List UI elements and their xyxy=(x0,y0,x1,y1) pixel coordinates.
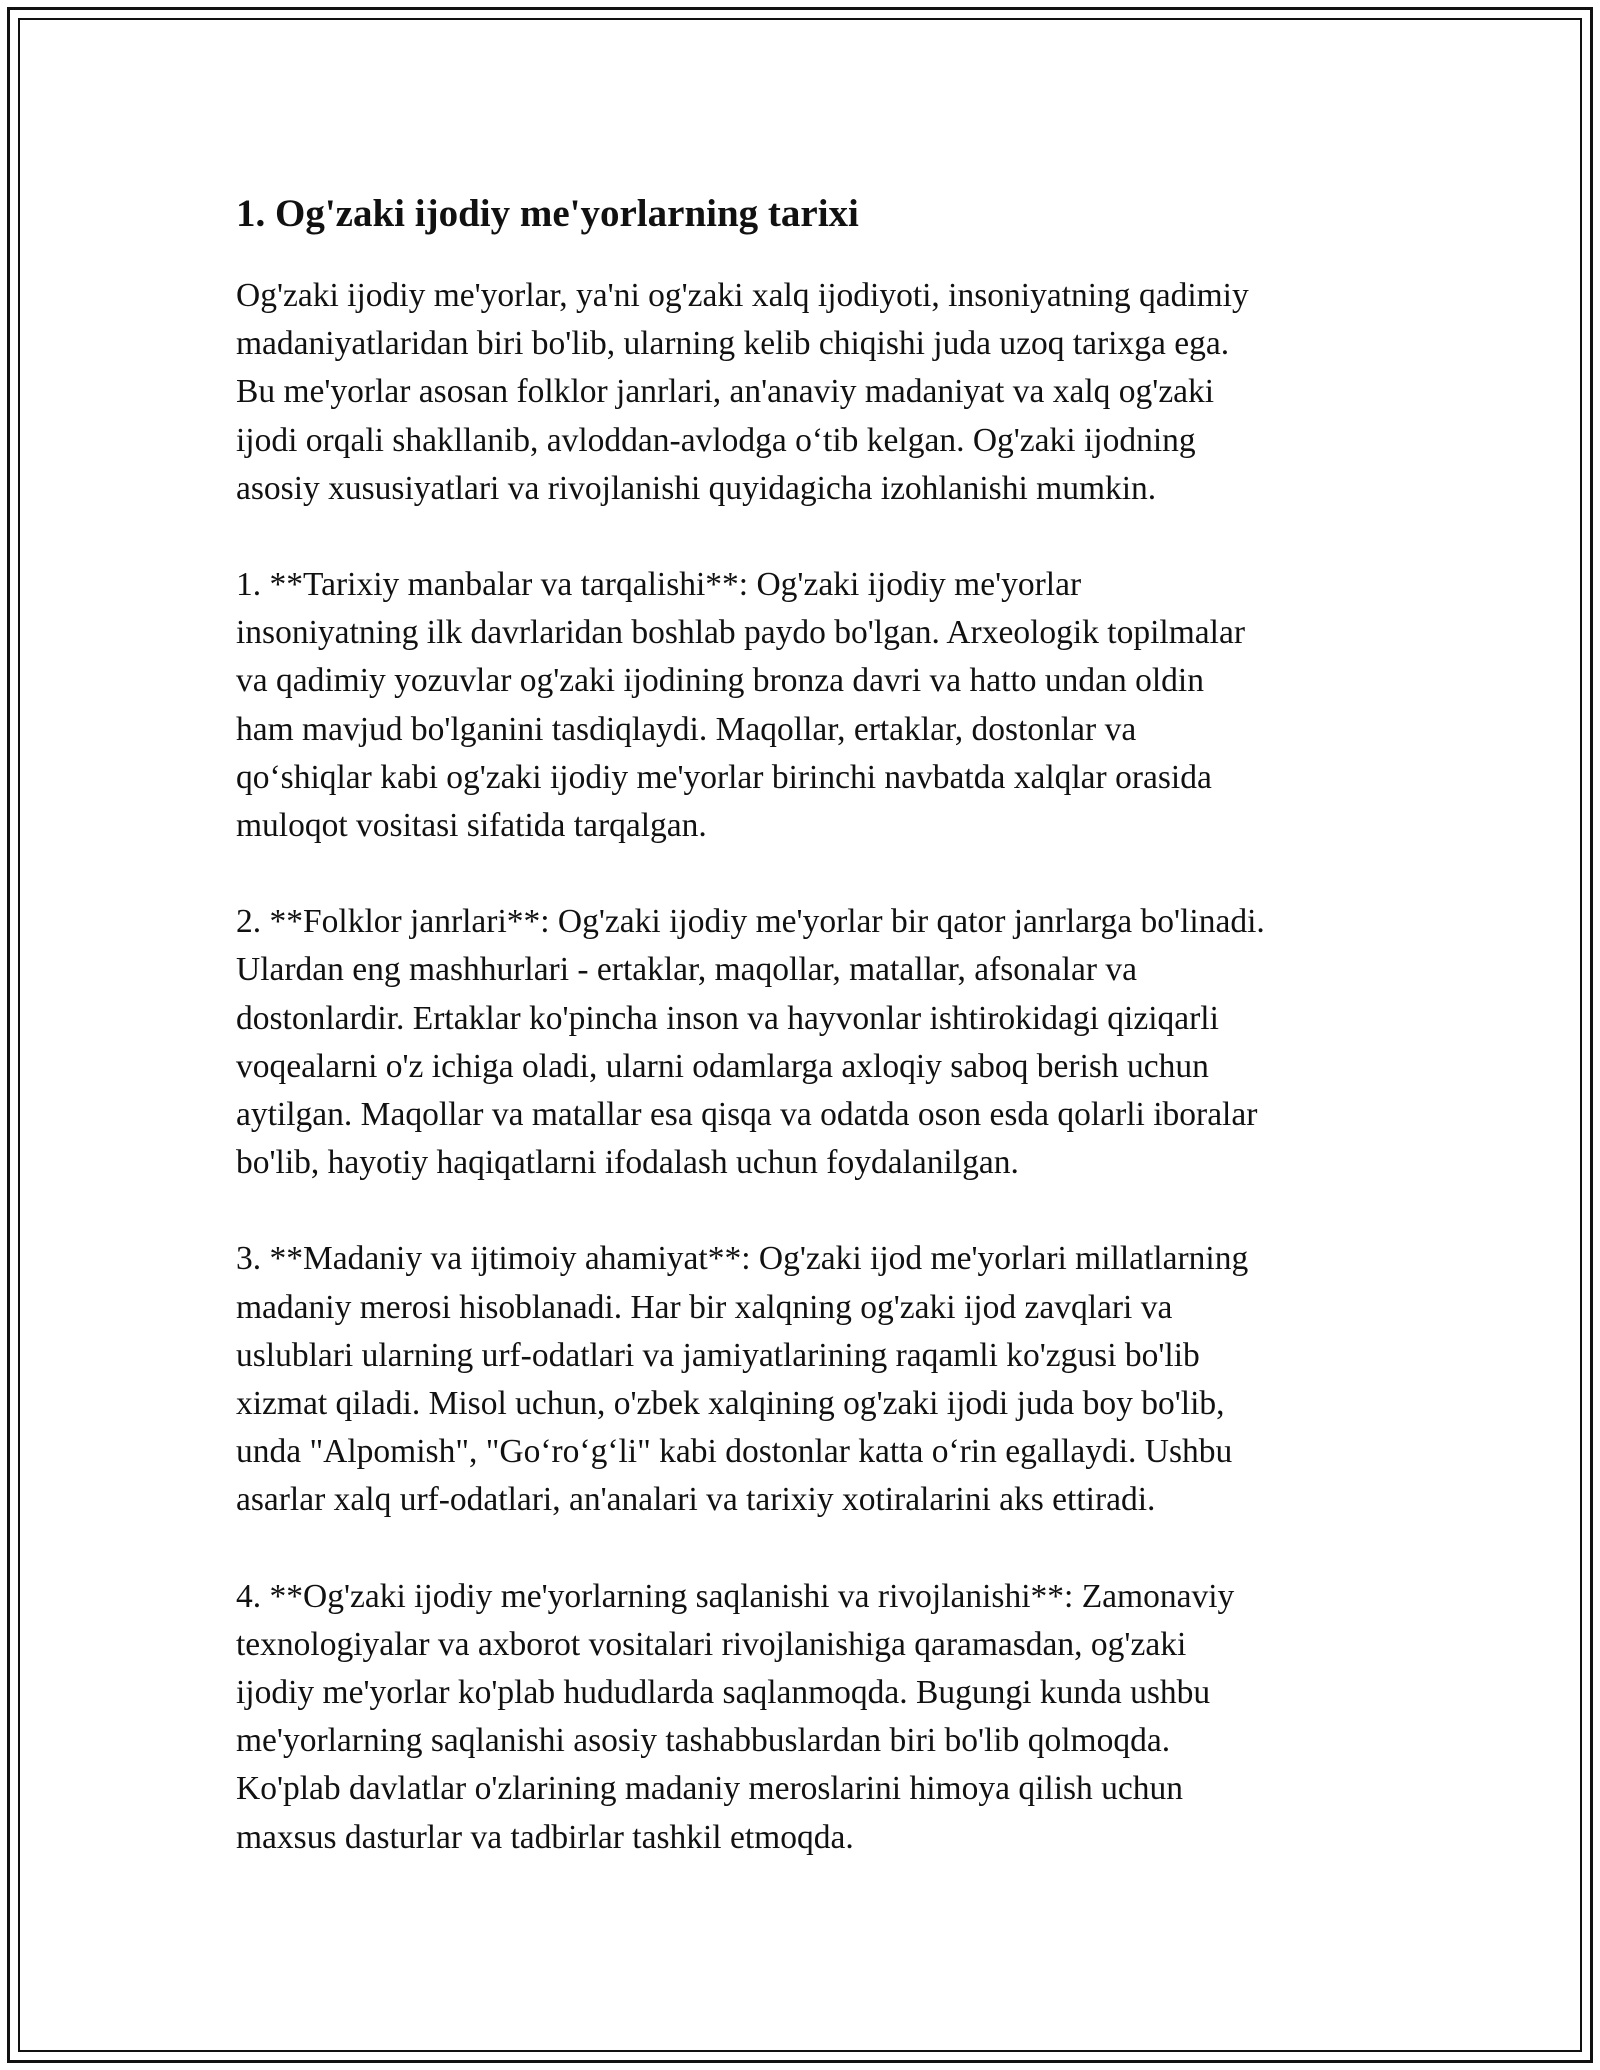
paragraph-cultural-significance: 3. **Madaniy va ijtimoiy ahamiyat**: Og'zaki ijod me'yorlari millatlarning madaniy merosi hisoblanadi. Har bir xalqning og'zaki ijod zavqlari va uslublari ularning urf-odatlari va jamiyatlarining raqamli ko'zgusi bo'lib xizmat qiladi. Misol uchun, o'zbek xalqining og'zaki ijodi juda boy bo'lib, unda "Alpomish", "Go‘ro‘g‘li" kabi dostonlar katta o‘rin egallaydi. Ushbu asarlar xalq urf-odatlari, an'analari va tarixiy xotiralarini aks ettiradi. xyxy=(236,1240,1249,1519)
intro-paragraph: Og'zaki ijodiy me'yorlar, ya'ni og'zaki xalq ijodiyoti, insoniyatning qadimiy madaniyatlaridan biri bo'lib, ularning kelib chiqishi juda uzoq tarixga ega. Bu me'yorlar asosan folklor janrlari, an'anaviy madaniyat va xalq og'zaki ijodi orqali shakllanib, avloddan-avlodga o‘tib kelgan. Og'zaki ijodning asosiy xususiyatlari va rivojlanishi quyidagicha izohlanishi mumkin. xyxy=(236,277,1249,507)
paragraph-folklore-genres: 2. **Folklor janrlari**: Og'zaki ijodiy me'yorlar bir qator janrlarga bo'linadi. Ulardan eng mashhurlari - ertaklar, maqollar, matallar, afsonalar va dostonlardir. Ertaklar ko'pincha inson va hayvonlar ishtirokidagi qiziqarli voqealarni o'z ichiga oladi, ularni odamlarga axloqiy saboq berish uchun aytilgan. Maqollar va matallar esa qisqa va odatda oson esda qolarli iboralar bo'lib, hayotiy haqiqatlarni ifodalash uchun foydalanilgan. xyxy=(236,903,1265,1182)
paragraph-preservation: 4. **Og'zaki ijodiy me'yorlarning saqlanishi va rivojlanishi**: Zamonaviy texnologiyalar va axborot vositalari rivojlanishiga qaramasdan, og'zaki ijodiy me'yorlar ko'plab hududlarda saqlanmoqda. Bugungi kunda ushbu me'yorlarning saqlanishi asosiy tashabbuslardan biri bo'lib qolmoqda. Ko'plab davlatlar o'zlarining madaniy meroslarini himoya qilish uchun maxsus dasturlar va tadbirlar tashkil etmoqda. xyxy=(236,1577,1235,1856)
section-title: 1. Og'zaki ijodiy me'yorlarning tarixi xyxy=(236,192,859,235)
document-body xyxy=(236,186,1386,1910)
paragraph-historical-sources: 1. **Tarixiy manbalar va tarqalishi**: Og'zaki ijodiy me'yorlar insoniyatning ilk davrlaridan boshlab paydo bo'lgan. Arxeologik topilmalar va qadimiy yozuvlar og'zaki ijodining bronza davri va hatto undan oldin ham mavjud bo'lganini tasdiqlaydi. Maqollar, ertaklar, dostonlar va qo‘shiqlar kabi og'zaki ijodiy me'yorlar birinchi navbatda xalqlar orasida muloqot vositasi sifatida tarqalgan. xyxy=(236,566,1245,845)
